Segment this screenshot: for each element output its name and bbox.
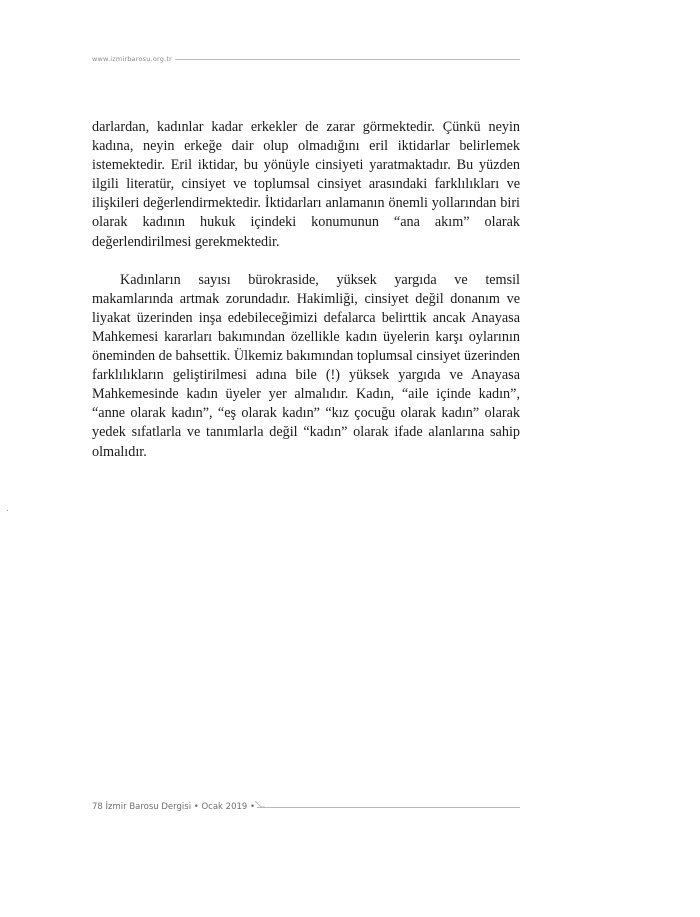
margin-mark bbox=[7, 510, 8, 511]
footer-text: 78 İzmir Barosu Dergisi • Ocak 2019 • bbox=[92, 802, 256, 812]
article-body bbox=[92, 118, 520, 462]
paragraph-2: Kadınların sayısı bürokraside, yüksek yargıda ve temsil makamlarında artmak zorundadır. Hakimliği, cinsiyet değil donanım ve liyakat üzerinden inşa edebileceğimizi defalarca belirttik ancak Anayasa Mahkemesi kararları bakımından özellikle kadın üyelerin karşı oylarının öneminden de bahsettik. Ülkemiz bakımından toplumsal cinsiyet üzerinden farklılıkların geliştirilmesi adına bile (!) yüksek yargıda ve Anayasa Mahkemesinde kadın üyeler yer almalıdır. Kadın, “aile içinde kadın”, “anne olarak kadın”, “eş olarak kadın” “kız çocuğu olarak kadın” olarak yedek sıfatlarla ve tanımlarla değil “kadın” olarak ifade alanlarına sahip olmalıdır. bbox=[92, 271, 520, 460]
paragraph-1: darlardan, kadınlar kadar erkekler de zarar görmektedir. Çünkü neyin kadına, neyin erkeğe dair olup olmadığını eril iktidarlar belirlemek istemektedir. Eril iktidar, bu yönüyle cinsiyeti yaratmaktadır. Bu yüzden ilgili literatür, cinsiyet ve toplumsal cinsiyet arasındaki farklılıkları ve ilişkileri değerlendirmektedir. İktidarları anlamanın önemli yollarından biri olarak kadının hukuk içindeki konumunun “ana akım” olarak değerlendirilmesi gerekmektedir. bbox=[92, 119, 520, 250]
header-url: www.izmirbarosu.org.tr bbox=[92, 53, 175, 65]
running-header bbox=[92, 53, 520, 65]
running-footer bbox=[92, 800, 520, 814]
